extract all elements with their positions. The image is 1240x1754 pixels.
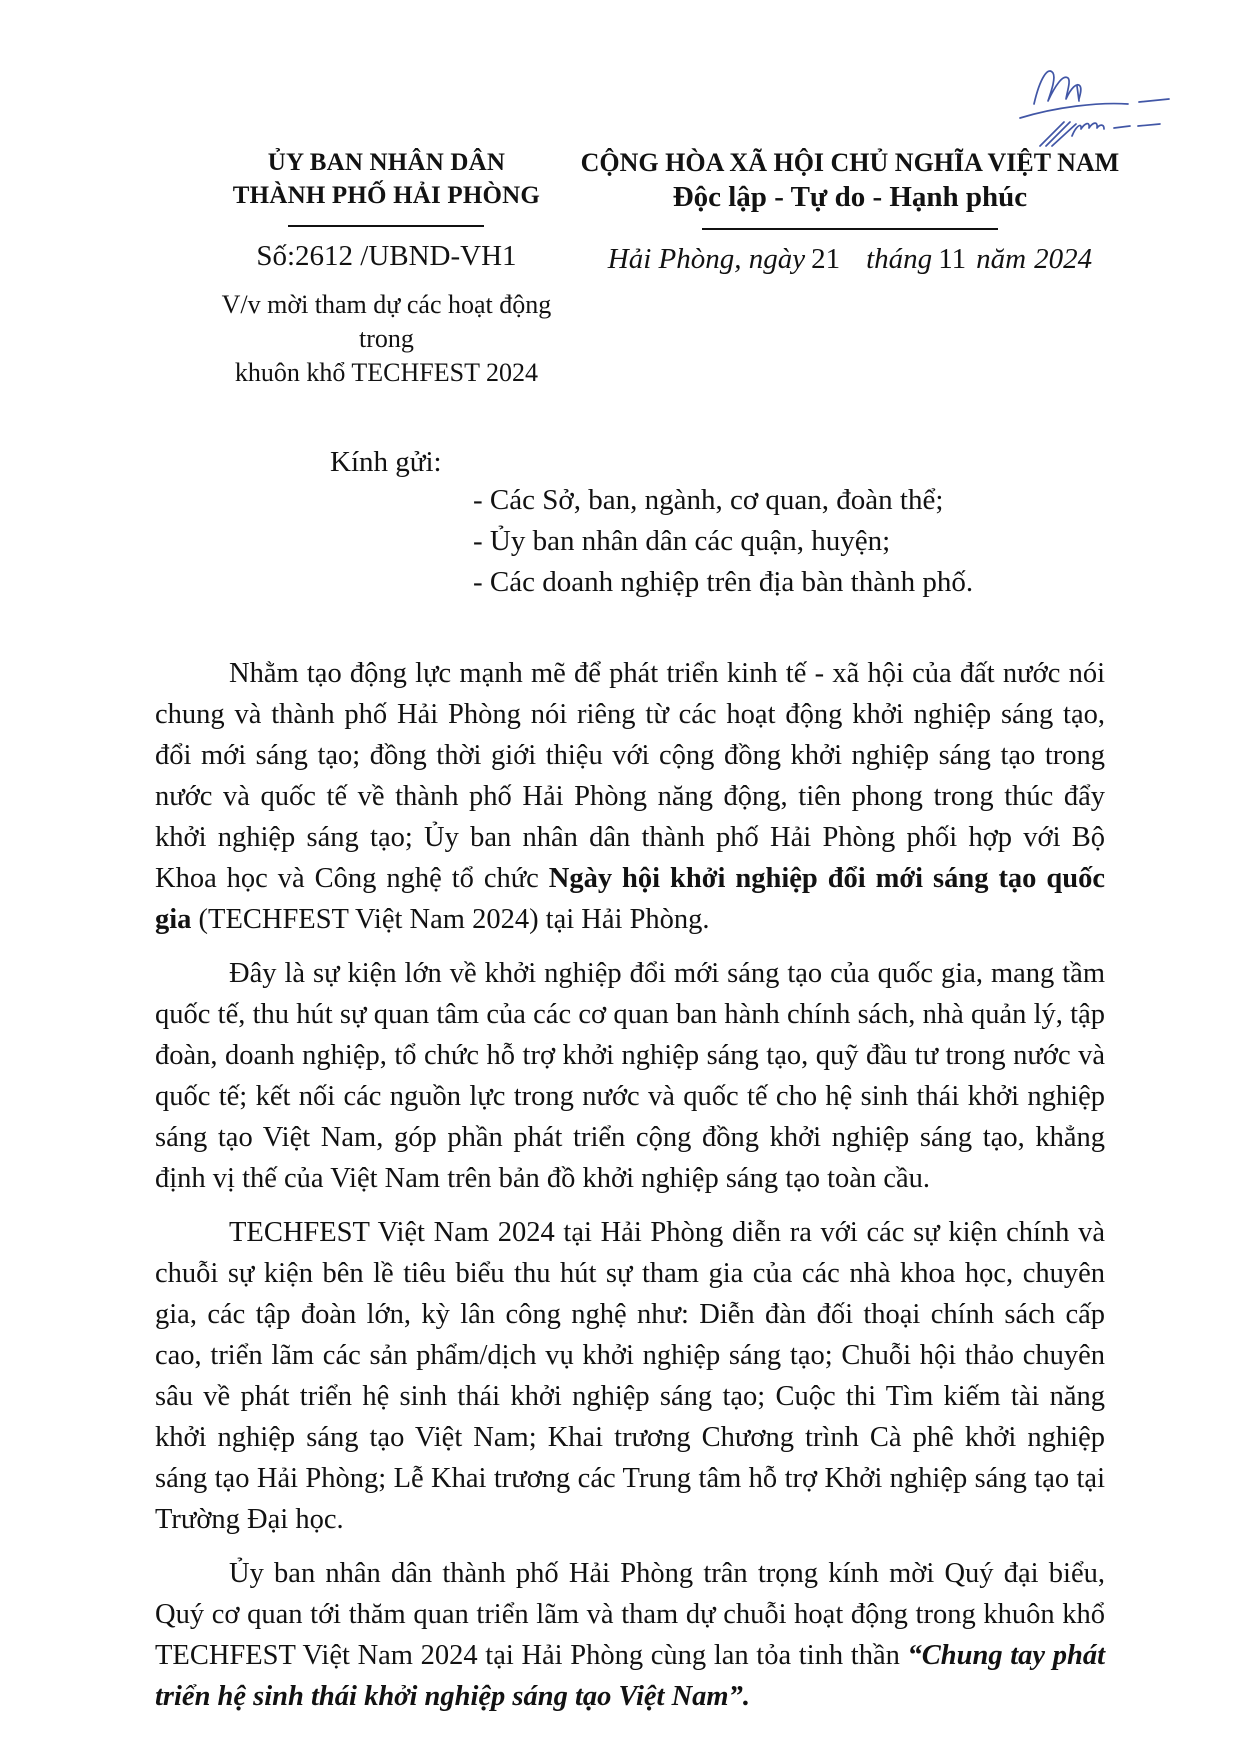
date-day: 21: [811, 243, 841, 275]
national-title: CỘNG HÒA XÃ HỘI CHỦ NGHĨA VIỆT NAM: [580, 148, 1120, 177]
paragraph-2: Đây là sự kiện lớn về khởi nghiệp đổi mới sáng tạo của quốc gia, mang tầm quốc tế, thu hút sự quan tâm của các cơ quan ban hành chính sách, nhà quản lý, tập đoàn, doanh nghiệp, tổ chức hỗ trợ khởi nghiệp sáng tạo, quỹ đầu tư trong nước và quốc tế; kết nối các nguồn lực trong nước và quốc tế cho hệ sinh thái khởi nghiệp sáng tạo Việt Nam, góp phần phát triển cộng đồng khởi nghiệp sáng tạo, khẳng định vị thế của Việt Nam trên bản đồ khởi nghiệp sáng tạo toàn cầu.: [155, 958, 1105, 1194]
pen-scribble-icon: [976, 58, 1196, 154]
paragraph-4-text: Ủy ban nhân dân thành phố Hải Phòng trân trọng kính mời Quý đại biểu, Quý cơ quan tới thăm quan triển lãm và tham dự chuỗi hoạt động trong khuôn khổ TECHFEST Việt Nam 2024 tại Hải Phòng cùng lan tỏa tinh thần: [155, 1558, 1105, 1671]
issuing-agency-block: [213, 146, 560, 390]
date-month: 11: [938, 243, 967, 275]
paragraph-4: [155, 1553, 1105, 1717]
place-date-line: [560, 243, 1140, 276]
agency-name-line1: ỦY BAN NHÂN DÂN: [267, 149, 506, 176]
paragraph-1-bold-event-name: Ngày hội khởi nghiệp đổi mới sáng tạo quốc gia: [155, 863, 1105, 935]
date-prefix: Hải Phòng, ngày: [607, 243, 806, 275]
paragraph-1: [155, 653, 1105, 940]
date-year: 2024: [1034, 243, 1093, 275]
date-year-label: năm: [976, 243, 1027, 275]
subject-line1: V/v mời tham dự các hoạt động trong: [221, 290, 552, 353]
document-number: Số:2612 /UBND-VH1: [256, 240, 517, 272]
motto-divider-line: [702, 228, 998, 230]
national-motto: Độc lập - Tự do - Hạnh phúc: [672, 181, 1028, 213]
salutation-block: [0, 446, 1240, 603]
agency-divider-line: [288, 225, 484, 227]
paragraph-4-slogan: “Chung tay phát triển hệ sinh thái khởi nghiệp sáng tạo Việt Nam”.: [155, 1640, 1105, 1712]
document-subject: [213, 288, 560, 390]
national-motto-block: [560, 146, 1140, 390]
salutation-label: Kính gửi:: [330, 446, 442, 478]
recipient-item: - Các doanh nghiệp trên địa bàn thành phố.: [473, 566, 974, 598]
agency-name-line2: THÀNH PHỐ HẢI PHÒNG: [232, 182, 541, 209]
recipient-list: [473, 480, 1240, 603]
paragraph-1-text: Nhằm tạo động lực mạnh mẽ để phát triển kinh tế - xã hội của đất nước nói chung và thành phố Hải Phòng nói riêng từ các hoạt động khởi nghiệp sáng tạo, đổi mới sáng tạo; đồng thời giới thiệu với cộng đồng khởi nghiệp sáng tạo trong nước và quốc tế về thành phố Hải Phòng năng động, tiên phong trong thúc đẩy khởi nghiệp sáng tạo; Ủy ban nhân dân thành phố Hải Phòng phối hợp với Bộ Khoa học và Công nghệ tổ chức: [155, 658, 1105, 894]
recipient-item: - Ủy ban nhân dân các quận, huyện;: [473, 525, 891, 557]
date-month-label: tháng: [866, 243, 933, 275]
letter-body: [155, 653, 1105, 1717]
subject-line2: khuôn khổ TECHFEST 2024: [234, 358, 538, 387]
paragraph-1-tail: (TECHFEST Việt Nam 2024) tại Hải Phòng.: [191, 904, 710, 935]
paragraph-3: TECHFEST Việt Nam 2024 tại Hải Phòng diễn ra với các sự kiện chính và chuỗi sự kiện bên lề tiêu biểu thu hút sự tham gia của các nhà khoa học, chuyên gia, các tập đoàn lớn, kỳ lân công nghệ như: Diễn đàn đối thoại chính sách cấp cao, triển lãm các sản phẩm/dịch vụ khởi nghiệp sáng tạo; Chuỗi hội thảo chuyên sâu về phát triển hệ sinh thái khởi nghiệp sáng tạo; Cuộc thi Tìm kiếm tài năng khởi nghiệp sáng tạo Việt Nam; Khai trương Chương trình Cà phê khởi nghiệp sáng tạo Hải Phòng; Lễ Khai trương các Trung tâm hỗ trợ Khởi nghiệp sáng tạo tại Trường Đại học.: [155, 1217, 1105, 1535]
recipient-item: - Các Sở, ban, ngành, cơ quan, đoàn thể;: [473, 484, 944, 516]
